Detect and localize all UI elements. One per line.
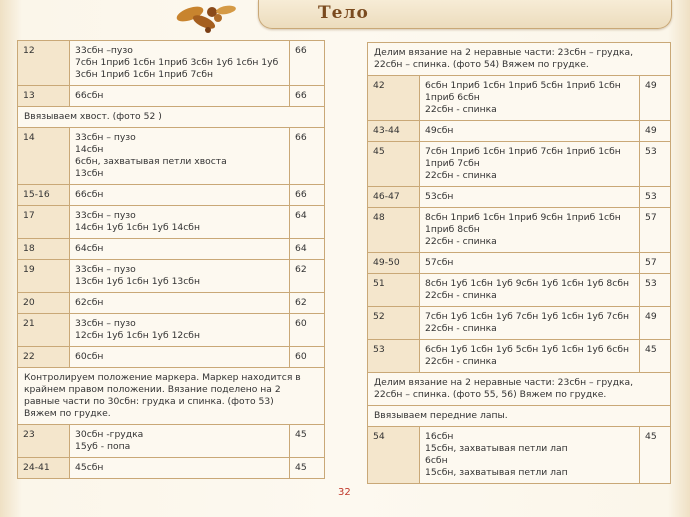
stitch-count: 64 [290, 206, 325, 239]
row-instructions: 8сбн 1приб 1сбн 1приб 9сбн 1приб 1сбн 1приб 8сбн 22сбн - спинка [420, 208, 640, 253]
row-instructions: 33сбн – пузо 14сбн 1уб 1сбн 1уб 14сбн [70, 206, 290, 239]
row-instructions: 66сбн [70, 185, 290, 206]
right-pattern-table [367, 42, 671, 484]
row-instructions: 33сбн – пузо 13сбн 1уб 1сбн 1уб 13сбн [70, 260, 290, 293]
row-instructions: 33сбн – пузо 14сбн 6сбн, захватывая петли хвоста 13сбн [70, 128, 290, 185]
row-number: 53 [368, 340, 420, 373]
row-instructions: 57сбн [420, 253, 640, 274]
pattern-row [368, 274, 671, 307]
left-pattern-table [17, 40, 325, 479]
row-number: 19 [18, 260, 70, 293]
stitch-count: 53 [640, 187, 671, 208]
row-number: 20 [18, 293, 70, 314]
row-number: 52 [368, 307, 420, 340]
row-number: 24-41 [18, 458, 70, 479]
stitch-count: 66 [290, 128, 325, 185]
row-number: 15-16 [18, 185, 70, 206]
stitch-count: 66 [290, 185, 325, 206]
pattern-row [18, 260, 325, 293]
stitch-count: 45 [290, 425, 325, 458]
stitch-count: 53 [640, 142, 671, 187]
pattern-row [368, 340, 671, 373]
stitch-count: 62 [290, 260, 325, 293]
row-number: 23 [18, 425, 70, 458]
pattern-row [18, 128, 325, 185]
row-instructions: 66сбн [70, 86, 290, 107]
pattern-row [368, 142, 671, 187]
row-instructions: 60сбн [70, 347, 290, 368]
row-instructions: 30сбн -грудка 15уб - попа [70, 425, 290, 458]
row-number: 54 [368, 427, 420, 484]
row-number: 42 [368, 76, 420, 121]
pattern-row [368, 187, 671, 208]
note-row [18, 368, 325, 425]
pattern-row [368, 427, 671, 484]
note-text: Контролируем положение маркера. Маркер находится в крайнем правом положении. Вязание поделено на 2 равные части по 30сбн: грудка и спинка. (фото 53) Вяжем по грудке. [18, 368, 325, 425]
pattern-row [18, 458, 325, 479]
pattern-row [18, 185, 325, 206]
stitch-count: 49 [640, 121, 671, 142]
pattern-row [18, 293, 325, 314]
page-number: 32 [338, 487, 351, 498]
row-instructions: 6сбн 1приб 1сбн 1приб 5сбн 1приб 1сбн 1приб 6сбн 22сбн - спинка [420, 76, 640, 121]
stitch-count: 57 [640, 208, 671, 253]
pattern-row [368, 121, 671, 142]
autumn-leaves-ornament-icon [160, 0, 280, 40]
note-text: Делим вязание на 2 неравные части: 23сбн – грудка, 22сбн – спинка. (фото 54) Вяжем по грудке. [368, 43, 671, 76]
pattern-row [368, 307, 671, 340]
row-instructions: 45сбн [70, 458, 290, 479]
pattern-row [18, 425, 325, 458]
pattern-row [18, 86, 325, 107]
pattern-row [368, 253, 671, 274]
stitch-count: 60 [290, 347, 325, 368]
row-number: 45 [368, 142, 420, 187]
row-instructions: 64сбн [70, 239, 290, 260]
note-text: Делим вязание на 2 неравные части: 23сбн – грудка, 22сбн – спинка. (фото 55, 56) Вяжем по грудке. [368, 373, 671, 406]
stitch-count: 62 [290, 293, 325, 314]
note-row [18, 107, 325, 128]
row-instructions: 7сбн 1уб 1сбн 1уб 7сбн 1уб 1сбн 1уб 7сбн 22сбн - спинка [420, 307, 640, 340]
stitch-count: 57 [640, 253, 671, 274]
stitch-count: 45 [640, 340, 671, 373]
row-number: 22 [18, 347, 70, 368]
stitch-count: 53 [640, 274, 671, 307]
row-number: 18 [18, 239, 70, 260]
row-instructions: 33сбн – пузо 12сбн 1уб 1сбн 1уб 12сбн [70, 314, 290, 347]
stitch-count: 45 [290, 458, 325, 479]
pattern-row [18, 347, 325, 368]
note-text: Ввязываем хвост. (фото 52 ) [18, 107, 325, 128]
stitch-count: 45 [640, 427, 671, 484]
note-row [368, 43, 671, 76]
stitch-count: 49 [640, 76, 671, 121]
note-text: Ввязываем передние лапы. [368, 406, 671, 427]
stitch-count: 60 [290, 314, 325, 347]
pattern-row [368, 76, 671, 121]
row-instructions: 8сбн 1уб 1сбн 1уб 9сбн 1уб 1сбн 1уб 8сбн 22сбн - спинка [420, 274, 640, 307]
page-title: Тело [318, 3, 369, 23]
row-number: 14 [18, 128, 70, 185]
row-number: 49-50 [368, 253, 420, 274]
row-instructions: 49сбн [420, 121, 640, 142]
row-number: 51 [368, 274, 420, 307]
row-instructions: 6сбн 1уб 1сбн 1уб 5сбн 1уб 1сбн 1уб 6сбн 22сбн - спинка [420, 340, 640, 373]
note-row [368, 406, 671, 427]
row-number: 48 [368, 208, 420, 253]
stitch-count: 49 [640, 307, 671, 340]
pattern-row [18, 41, 325, 86]
row-number: 13 [18, 86, 70, 107]
row-instructions: 33сбн –пузо 7сбн 1приб 1сбн 1приб 3сбн 1уб 1сбн 1уб 3сбн 1приб 1сбн 1приб 7сбн [70, 41, 290, 86]
note-row [368, 373, 671, 406]
pattern-row [18, 239, 325, 260]
row-number: 21 [18, 314, 70, 347]
pattern-row [18, 206, 325, 239]
row-instructions: 53сбн [420, 187, 640, 208]
row-number: 17 [18, 206, 70, 239]
stitch-count: 66 [290, 41, 325, 86]
row-number: 12 [18, 41, 70, 86]
row-instructions: 16сбн 15сбн, захватывая петли лап 6сбн 15сбн, захватывая петли лап [420, 427, 640, 484]
stitch-count: 66 [290, 86, 325, 107]
row-number: 43-44 [368, 121, 420, 142]
row-instructions: 62сбн [70, 293, 290, 314]
row-number: 46-47 [368, 187, 420, 208]
row-instructions: 7сбн 1приб 1сбн 1приб 7сбн 1приб 1сбн 1приб 7сбн 22сбн - спинка [420, 142, 640, 187]
pattern-row [18, 314, 325, 347]
stitch-count: 64 [290, 239, 325, 260]
pattern-row [368, 208, 671, 253]
